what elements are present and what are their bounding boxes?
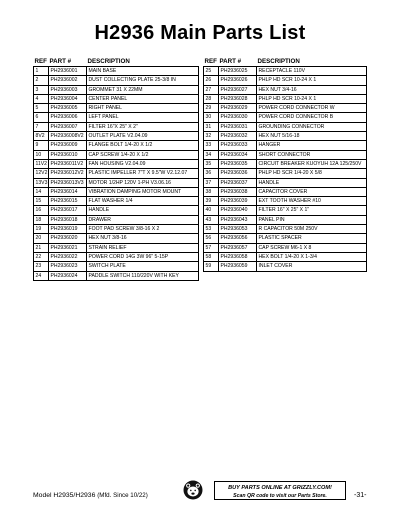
table-row [204, 132, 367, 141]
ref-cell: 27 [204, 85, 219, 94]
part-number-cell: PH2936040 [219, 206, 257, 215]
parts-table-right [203, 57, 367, 272]
description-cell: STRAIN RELIEF [87, 243, 199, 252]
part-number-cell: PH2936004 [49, 94, 87, 103]
table-row [204, 178, 367, 187]
part-number-cell: PH2936006 [49, 113, 87, 122]
ref-cell: 35 [204, 159, 219, 168]
description-cell: MAIN BASE [87, 67, 199, 76]
table-row [34, 141, 199, 150]
table-row [34, 85, 199, 94]
description-cell: HANDLE [87, 206, 199, 215]
table-row [204, 94, 367, 103]
ref-cell: 30 [204, 113, 219, 122]
part-number-cell: PH2936037 [219, 178, 257, 187]
part-number-cell: PH2936014 [49, 187, 87, 196]
description-cell: EXT TOOTH WASHER #10 [257, 197, 367, 206]
part-number-cell: PH2936038 [219, 187, 257, 196]
table-header-row [34, 57, 199, 67]
ref-cell: 3 [34, 85, 49, 94]
table-row [204, 159, 367, 168]
ref-cell: 21 [34, 243, 49, 252]
ref-cell: 19 [34, 225, 49, 234]
part-number-cell: PH2936059 [219, 262, 257, 271]
header-description: DESCRIPTION [87, 58, 130, 65]
ref-cell: 1 [34, 67, 49, 76]
part-number-cell: PH2936043 [219, 215, 257, 224]
table-row [34, 215, 199, 224]
description-cell: FILTER 16"X 25" X 2" [87, 122, 199, 131]
part-number-cell: PH2936033 [219, 141, 257, 150]
description-cell: SHORT CONNECTOR [257, 150, 367, 159]
description-cell: FLAT WASHER 1/4 [87, 197, 199, 206]
description-cell: POWER CORD 14G 3W 96" 5-15P [87, 252, 199, 261]
ref-cell: 39 [204, 197, 219, 206]
table-row [204, 104, 367, 113]
description-cell: POWER CORD CONNECTOR B [257, 113, 367, 122]
ref-cell: 31 [204, 122, 219, 131]
ref-cell: 5 [34, 104, 49, 113]
description-cell: FLANGE BOLT 1/4-20 X 1/2 [87, 141, 199, 150]
description-cell: PLASTIC SPACER [257, 234, 367, 243]
table-row [204, 76, 367, 85]
ref-cell: 58 [204, 252, 219, 261]
ref-cell: 29 [204, 104, 219, 113]
part-number-cell: PH2936023 [49, 262, 87, 271]
part-number-cell: PH2936011V2 [49, 159, 87, 168]
table-row [204, 67, 367, 76]
description-cell: PADDLE SWITCH 110/220V WITH KEY [87, 271, 199, 280]
description-cell: CAPACITOR COVER [257, 187, 367, 196]
part-number-cell: PH2936028 [219, 94, 257, 103]
part-number-cell: PH2936012V2 [49, 169, 87, 178]
table-row [34, 271, 199, 280]
table-row [204, 215, 367, 224]
part-number-cell: PH2936039 [219, 197, 257, 206]
table-row [204, 234, 367, 243]
ref-cell: 2 [34, 76, 49, 85]
description-cell: HEX BOLT 1/4-20 X 1-3/4 [257, 252, 367, 261]
ref-cell: 43 [204, 215, 219, 224]
part-number-cell: PH2936010 [49, 150, 87, 159]
ref-cell: 56 [204, 234, 219, 243]
part-number-cell: PH2936003 [49, 85, 87, 94]
description-cell: PHLP HD SCR 10-24 X 1 [257, 76, 367, 85]
header-part: PART # [219, 58, 242, 65]
description-cell: CIRCUIT BREAKER KUOYUH 12A 125/250V [257, 159, 367, 168]
part-number-cell: PH2936027 [219, 85, 257, 94]
model-name: Model H2935/H2936 [33, 492, 96, 499]
ref-cell: 4 [34, 94, 49, 103]
part-number-cell: PH2936020 [49, 234, 87, 243]
table-row [34, 94, 199, 103]
ref-cell: 6 [34, 113, 49, 122]
table-row [34, 234, 199, 243]
part-number-cell: PH2936005 [49, 104, 87, 113]
ref-cell: 59 [204, 262, 219, 271]
table-row [34, 225, 199, 234]
table-row [34, 150, 199, 159]
table-row [34, 206, 199, 215]
table-row [34, 262, 199, 271]
part-number-cell: PH2936019 [49, 225, 87, 234]
table-row [34, 132, 199, 141]
description-cell: PLASTIC IMPELLER 7"T X 9.5"W V2.12.07 [87, 169, 199, 178]
part-number-cell: PH2936013V3 [49, 178, 87, 187]
ref-cell: 32 [204, 132, 219, 141]
table-row [204, 141, 367, 150]
description-cell: DUST COLLECTING PLATE 25-3/8 IN [87, 76, 199, 85]
description-cell: HANGER [257, 141, 367, 150]
table-row [204, 187, 367, 196]
table-row [204, 113, 367, 122]
ref-cell: 40 [204, 206, 219, 215]
table-row [34, 243, 199, 252]
table-row [204, 262, 367, 271]
description-cell: DRAWER [87, 215, 199, 224]
ref-cell: 25 [204, 67, 219, 76]
part-number-cell: PH2936021 [49, 243, 87, 252]
description-cell: RIGHT PANEL [87, 104, 199, 113]
header-description: DESCRIPTION [257, 58, 300, 65]
ref-cell: 38 [204, 187, 219, 196]
part-number-cell: PH2936001 [49, 67, 87, 76]
ref-cell: 15 [34, 197, 49, 206]
table-row [204, 85, 367, 94]
part-number-cell: PH2936031 [219, 122, 257, 131]
page-title: H2936 Main Parts List [94, 22, 306, 44]
table-row [34, 159, 199, 168]
part-number-cell: PH2936026 [219, 76, 257, 85]
description-cell: HEX NUT 3/4-16 [257, 85, 367, 94]
header-ref: REF [204, 58, 217, 65]
model-footer [33, 492, 148, 499]
ref-cell: 28 [204, 94, 219, 103]
ref-cell: 53 [204, 225, 219, 234]
table-row [34, 122, 199, 131]
table-row [204, 197, 367, 206]
table-row [204, 206, 367, 215]
ref-cell: 57 [204, 243, 219, 252]
ref-cell: 33 [204, 141, 219, 150]
description-cell: RECEPTACLE 110V [257, 67, 367, 76]
table-header-row [204, 57, 367, 67]
description-cell: GROMMET 31 X 22MM [87, 85, 199, 94]
parts-table-left [33, 57, 199, 281]
part-number-cell: PH2936030 [219, 113, 257, 122]
ref-cell: 12V2 [35, 170, 48, 177]
part-number-cell: PH2936025 [219, 67, 257, 76]
description-cell: R CAPACITOR 50M 250V [257, 225, 367, 234]
ref-cell: 11V2 [35, 160, 48, 167]
table-row [204, 243, 367, 252]
description-cell: MOTOR 1/2HP 120V 1-PH V3.06.16 [87, 178, 199, 187]
ref-cell: 34 [204, 150, 219, 159]
description-cell: POWER CORD CONNECTOR W [257, 104, 367, 113]
part-number-cell: PH2936009 [49, 141, 87, 150]
ref-cell: 8V2 [34, 132, 49, 141]
part-number-cell: PH2936029 [219, 104, 257, 113]
part-number-cell: PH2936036 [219, 169, 257, 178]
table-row [34, 252, 199, 261]
part-number-cell: PH2936017 [49, 206, 87, 215]
part-number-cell: PH2936058 [219, 252, 257, 261]
description-cell: HEX NUT 5/16-18 [257, 132, 367, 141]
description-cell: OUTLET PLATE V2.04.09 [87, 132, 199, 141]
part-number-cell: PH2936056 [219, 234, 257, 243]
description-cell: FOOT PAD SCREW 3/8-16 X 2 [87, 225, 199, 234]
part-number-cell: PH2936015 [49, 197, 87, 206]
part-number-cell: PH2936035 [219, 159, 257, 168]
promo-headline: BUY PARTS ONLINE AT GRIZZLY.COM! [228, 484, 332, 491]
table-row [34, 76, 199, 85]
description-cell: HEX NUT 3/8-16 [87, 234, 199, 243]
table-row [34, 187, 199, 196]
ref-cell: 13V3 [35, 179, 48, 186]
part-number-cell: PH2936007 [49, 122, 87, 131]
description-cell: PANEL PIN [257, 215, 367, 224]
part-number-cell: PH2936008V2 [49, 132, 87, 141]
table-row [204, 150, 367, 159]
table-row [204, 122, 367, 131]
header-part: PART # [49, 58, 72, 65]
ref-cell: 23 [34, 262, 49, 271]
ref-cell: 14 [34, 187, 49, 196]
description-cell: FILTER 16" X 25" X 1" [257, 206, 367, 215]
ref-cell: 36 [204, 169, 219, 178]
ref-cell: 18 [34, 215, 49, 224]
table-row [34, 197, 199, 206]
part-number-cell: PH2936057 [219, 243, 257, 252]
ref-cell: 20 [34, 234, 49, 243]
ref-cell: 26 [204, 76, 219, 85]
promo-subline: Scan QR code to visit our Parts Store. [233, 492, 327, 499]
ref-cell: 9 [34, 141, 49, 150]
header-ref: REF [34, 58, 47, 65]
description-cell: GROUNDING CONNECTOR [257, 122, 367, 131]
part-number-cell: PH2936002 [49, 76, 87, 85]
description-cell: FAN HOUSING V2.04.09 [87, 159, 199, 168]
ref-cell: 37 [204, 178, 219, 187]
description-cell: INLET COVER [257, 262, 367, 271]
description-cell: LEFT PANEL [87, 113, 199, 122]
grizzly-bear-logo-icon [183, 480, 203, 500]
table-row [34, 178, 199, 187]
part-number-cell: PH2936032 [219, 132, 257, 141]
description-cell: VIBRATION DAMPING MOTOR MOUNT [87, 187, 199, 196]
part-number-cell: PH2936022 [49, 252, 87, 261]
page-number: -31- [354, 492, 367, 499]
description-cell: PHLP HD SCR 1/4-20 X 5/8 [257, 169, 367, 178]
table-row [34, 113, 199, 122]
table-row [34, 104, 199, 113]
part-number-cell: PH2936053 [219, 225, 257, 234]
description-cell: HANDLE [257, 178, 367, 187]
parts-promo-box[interactable] [214, 481, 346, 500]
table-row [34, 169, 199, 178]
description-cell: SWITCH PLATE [87, 262, 199, 271]
description-cell: CENTER PANEL [87, 94, 199, 103]
table-row [34, 67, 199, 76]
ref-cell: 7 [34, 122, 49, 131]
ref-cell: 22 [34, 252, 49, 261]
part-number-cell: PH2936034 [219, 150, 257, 159]
description-cell: PHLP HD SCR 10-24 X 1 [257, 94, 367, 103]
ref-cell: 10 [34, 150, 49, 159]
table-row [204, 225, 367, 234]
part-number-cell: PH2936024 [49, 271, 87, 280]
ref-cell: 16 [34, 206, 49, 215]
model-note: (Mfd. Since 10/22) [97, 492, 148, 499]
part-number-cell: PH2936018 [49, 215, 87, 224]
ref-cell: 24 [34, 271, 49, 280]
table-row [204, 169, 367, 178]
description-cell: CAP SCREW 1/4-20 X 1/2 [87, 150, 199, 159]
table-row [204, 252, 367, 261]
description-cell: CAP SCREW M6-1 X 8 [257, 243, 367, 252]
